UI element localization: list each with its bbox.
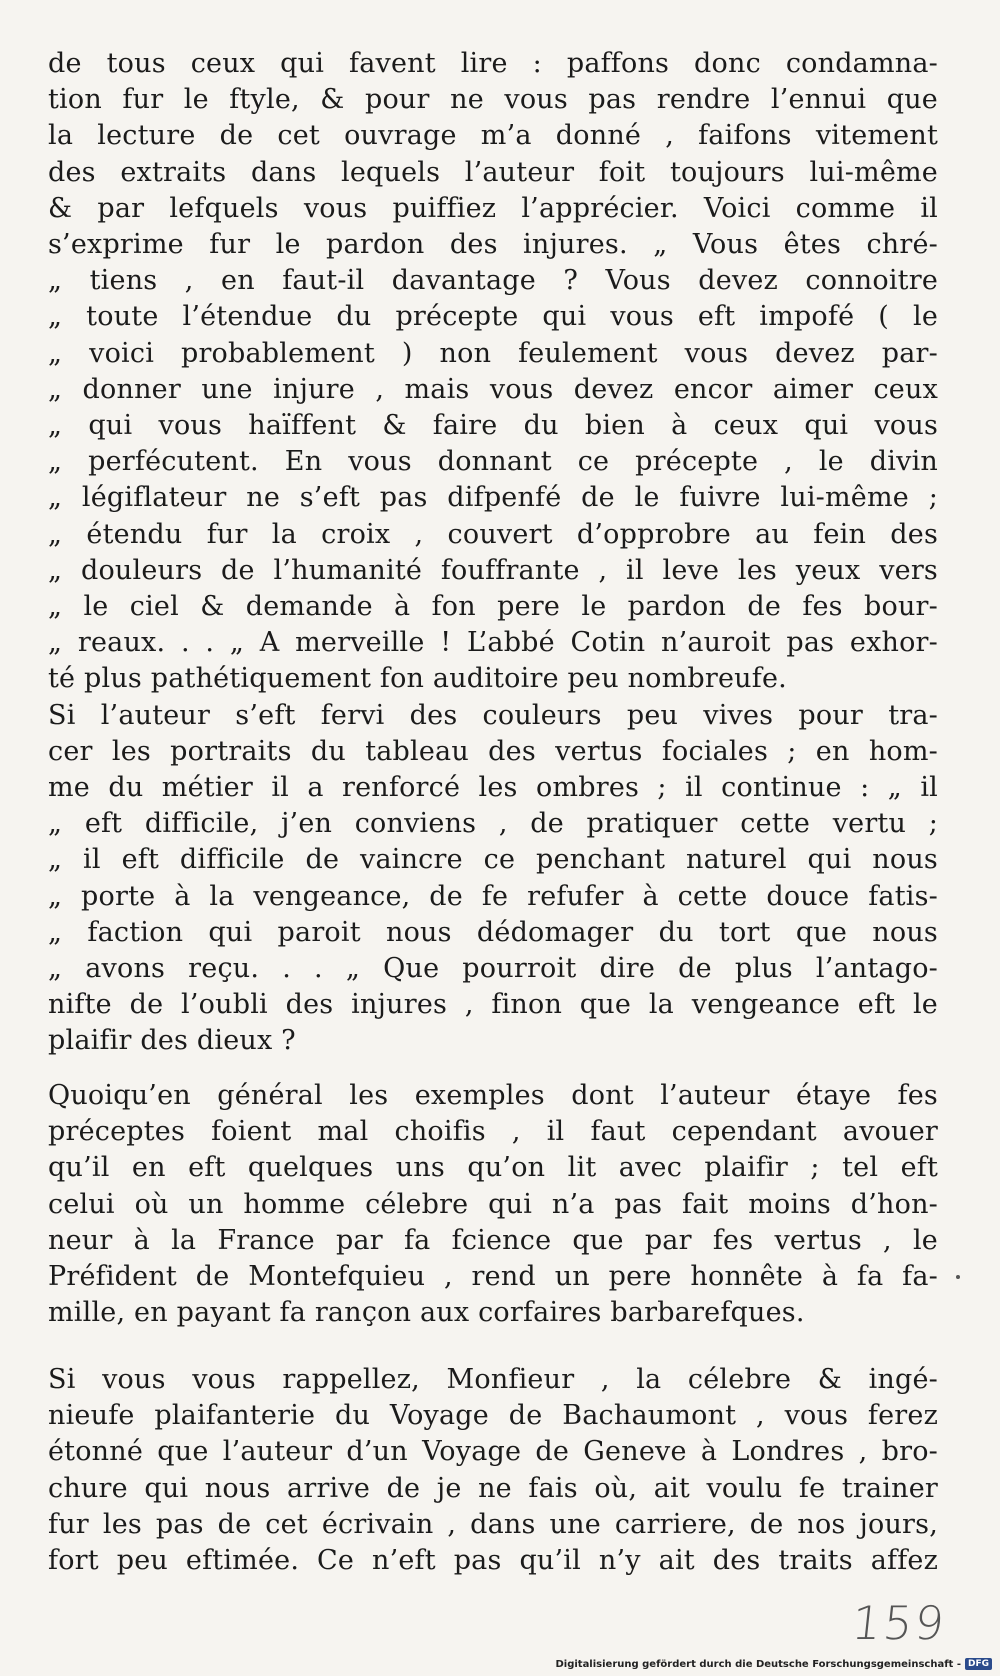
text-line: celui où un homme célebre qui n’a pas fait moins d’hon- xyxy=(48,1188,938,1220)
text-line: plaifir des dieux ? xyxy=(48,1025,296,1057)
text-line: „ eft difficile, j’en conviens , de pratiquer cette vertu ; xyxy=(48,808,938,840)
text-line: „ toute l’étendue du précepte qui vous eft impofé ( le xyxy=(48,301,938,333)
text-line: & par lefquels vous puiffiez l’apprécier. Voici comme il xyxy=(48,192,938,224)
text-line: „ qui vous haïffent & faire du bien à ceux qui vous xyxy=(48,410,938,442)
footer-text: Digitalisierung gefördert durch die Deutsche Forschungsgemeinschaft - xyxy=(555,1658,961,1670)
text-line: s’exprime fur le pardon des injures. „ Vous êtes chré- xyxy=(48,229,938,261)
text-line: qu’il en eft quelques uns qu’on lit avec plaifir ; tel eft xyxy=(48,1152,938,1184)
text-line: „ voici probablement ) non feulement vous devez par- xyxy=(48,337,938,369)
dfg-logo-icon: DFG xyxy=(965,1658,992,1670)
text-line: „ légiflateur ne s’eft pas difpenfé de le fuivre lui-même ; xyxy=(48,482,938,514)
text-line: préceptes foient mal choifis , il faut cependant avouer xyxy=(48,1116,938,1148)
text-line: tion fur le ftyle, & pour ne vous pas rendre l’ennui que xyxy=(48,84,938,116)
text-line: cer les portraits du tableau des vertus fociales ; en hom- xyxy=(48,735,938,767)
text-line: fur les pas de cet écrivain , dans une carriere, de nos jours, xyxy=(48,1508,938,1540)
text-line: des extraits dans lequels l’auteur foit toujours lui-même xyxy=(48,156,938,188)
page-number: 159 xyxy=(849,1596,949,1650)
text-line: me du métier il a renforcé les ombres ; il continue : „ il xyxy=(48,772,938,804)
text-line: nieufe plaifanterie du Voyage de Bachaumont , vous ferez xyxy=(48,1400,938,1432)
text-line: Si vous vous rappellez, Monfieur , la célebre & ingé- xyxy=(48,1364,938,1395)
text-line: „ douleurs de l’humanité fouffrante , il leve les yeux vers xyxy=(48,554,938,586)
text-line: „ donner une injure , mais vous devez encor aimer ceux xyxy=(48,373,938,405)
text-line: „ il eft difficile de vaincre ce penchant naturel qui nous xyxy=(48,844,938,876)
text-line: fort peu eftimée. Ce n’eft pas qu’il n’y ait des traits affez xyxy=(48,1545,938,1577)
text-line: „ tiens , en faut-il davantage ? Vous devez connoitre xyxy=(48,265,938,297)
text-line: nifte de l’oubli des injures , finon que la vengeance eft le xyxy=(48,989,938,1021)
paragraph-pardon-des-injures xyxy=(48,46,938,1060)
text-line: „ le ciel & demande à fon pere le pardon de fes bour- xyxy=(48,591,938,623)
text-line: neur à la France par fa fcience que par fes vertus , le xyxy=(48,1224,938,1256)
text-line: „ avons reçu. . . „ Que pourroit dire de plus l’antago- xyxy=(48,953,938,985)
text-line: „ faction qui paroit nous dédomager du tort que nous xyxy=(48,916,938,948)
text-line: étonné que l’auteur d’un Voyage de Geneve à Londres , bro- xyxy=(48,1436,938,1468)
paragraph-voyage xyxy=(48,1362,938,1579)
text-line: chure qui nous arrive de je ne fais où, ait voulu fe trainer xyxy=(48,1472,938,1504)
text-line: „ porte à la vengeance, de fe refufer à cette douce fatis- xyxy=(48,880,938,912)
digitization-footer xyxy=(555,1658,992,1670)
text-line: té plus pathétiquement fon auditoire peu nombreufe. xyxy=(48,663,787,695)
stray-mark xyxy=(956,1275,960,1279)
text-line: „ perfécutent. En vous donnant ce précepte , le divin xyxy=(48,446,938,478)
text-line: la lecture de cet ouvrage m’a donné , faifons vitement xyxy=(48,120,938,152)
text-line: mille, en payant fa rançon aux corfaires barbarefques. xyxy=(48,1297,805,1329)
text-line: Si l’auteur s’eft fervi des couleurs peu vives pour tra- xyxy=(48,699,938,731)
text-line: de tous ceux qui favent lire : paffons donc condamna- xyxy=(48,48,938,79)
paragraph-exemples xyxy=(48,1078,938,1331)
text-line: „ étendu fur la croix , couvert d’opprobre au fein des xyxy=(48,518,938,550)
text-line: „ reaux. . . „ A merveille ! L’abbé Cotin n’auroit pas exhor- xyxy=(48,627,938,659)
text-line: Quoiqu’en général les exemples dont l’auteur étaye fes xyxy=(48,1080,938,1111)
text-line: Préfident de Montefquieu , rend un pere honnête à fa fa- xyxy=(48,1261,938,1293)
